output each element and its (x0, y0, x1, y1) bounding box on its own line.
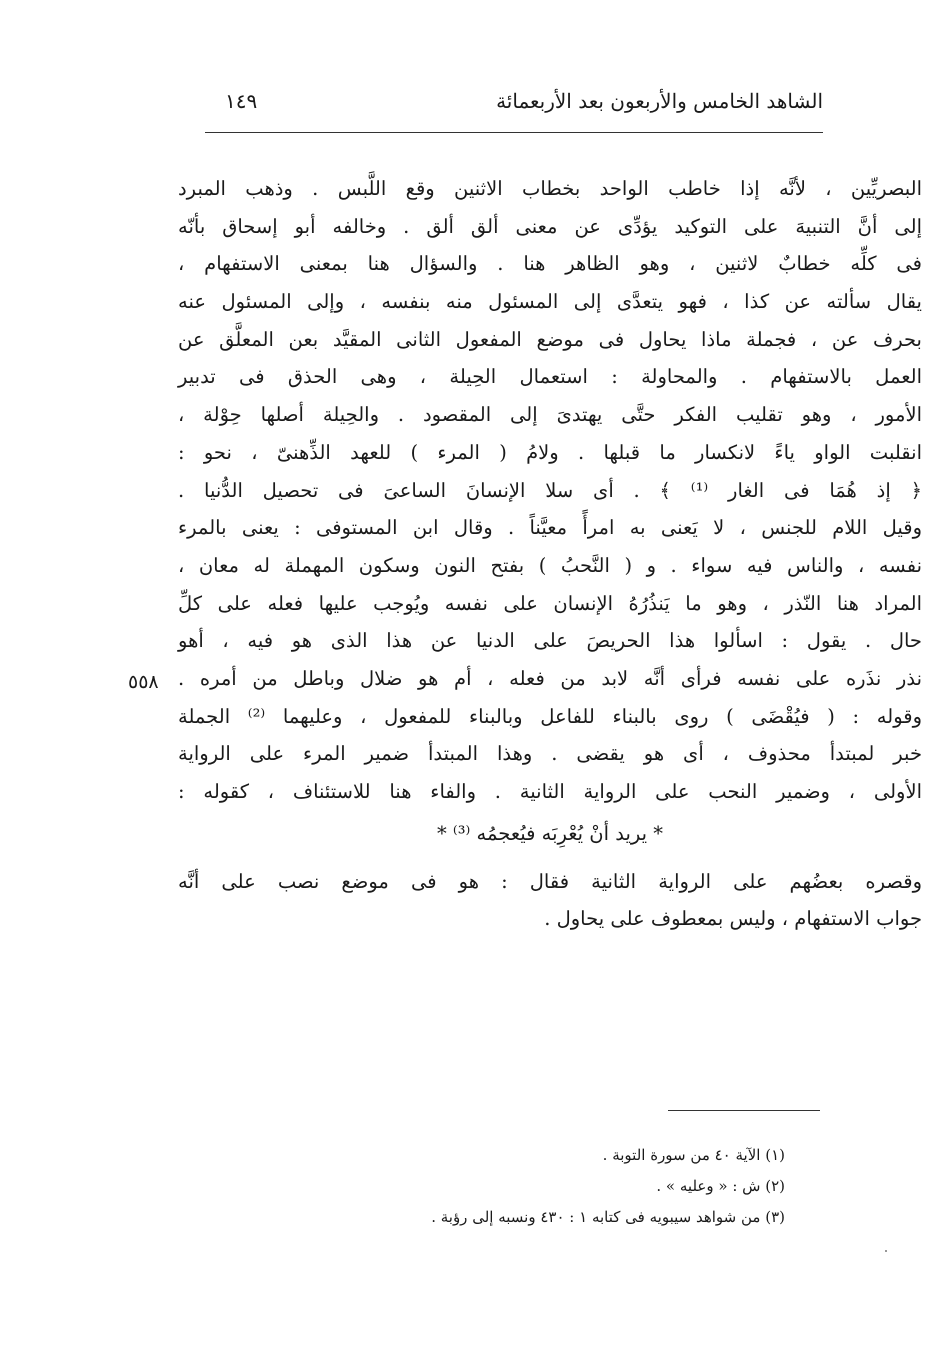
text-line: ﴿ إذ هُمَا فى الغار ⁽¹⁾ ﴾ . أى سلا الإنسانَ الساعىَ فى تحصيل الدُّنيا . (178, 478, 922, 502)
text-line: نفسه ، والناس فيه سواء . و ( النَّحبُ ) بفتح النون وسكون المهملة له معان ، (178, 553, 922, 577)
margin-number: ٥٥٨ (128, 671, 159, 693)
verse-line: * يريد أنْ يُعْرِبَه فيُعجمُه ⁽³⁾ * (436, 821, 664, 845)
text-line: إلى أنَّ التنبيهَ على التوكيد يؤدِّى عن معنى ألق ألق . وخالفه أبو إسحاق بأنّه (178, 214, 922, 238)
footnote-2: (٢) ش : « وعليه » . (656, 1177, 785, 1195)
running-title: الشاهد الخامس والأربعون بعد الأربعمائة (496, 89, 823, 113)
footnote-3: (٣) من شواهد سيبويه فى كتابه ١ : ٤٣٠ ونسبه إلى رؤبة . (431, 1208, 785, 1226)
footnotes (330, 1140, 785, 1233)
page-number: ١٤٩ (225, 89, 258, 113)
text-line: نذر نذَره على نفسه فرأى أنَّه لابد من فعله ، أم هو ضلال وباطل من أمره . (178, 666, 922, 690)
text-line: الأولى ، وضمير النحب على الرواية الثانية . والفاء هنا للاستئناف ، كقوله : (178, 780, 922, 803)
text-line: البصريِّين ، لأنَّه إذا خاطب الواحد بخطاب الاثنين وقع اللَّبس . وذهب المبرد (178, 177, 922, 200)
text-line: يقال سألته عن كذا ، فهو يتعدَّى إلى المسئول منه بنفسه ، وإلى المسئول عنه (178, 290, 922, 314)
footnote-rule (668, 1110, 820, 1111)
text-line-last: جواب الاستفهام ، وليس بمعطوف على يحاول . (544, 907, 922, 931)
text-line: العمل بالاستفهام . والمحاولة : استعمال الحِيلة ، وهى الحذق فى تدبير (178, 365, 922, 389)
text-line: فى كلِّه خطابٌ لاثنين ، وهو الظاهر هنا . والسؤال هنا بمعنى الاستفهام ، (178, 252, 922, 276)
text-line: بحرف عن ، فجملة ماذا يحاول فى موضع المفعول الثانى المقيَّد بعن المعلَّق عن (178, 327, 922, 351)
main-text (178, 170, 922, 938)
text-line: وقيل اللام للجنس ، لا يَعنى به امرأً معيَّناً . وقال ابن المستوفى : يعنى بالمرء (178, 516, 922, 540)
text-line: حال . يقول : اسألوا هذا الحريصَ على الدنيا عن هذا الذى هو فيه ، أهو (178, 629, 922, 653)
text-line: انقلبت الواو ياءً لانكسار ما قبلها . ولامُ ( المرء ) للعهد الذِّهنىّ ، نحو : (178, 440, 922, 464)
text-line: الأمور ، وهو تقليب الفكر حتَّى يهتدىَ إلى المقصود . والحِيلة أصلها حِوْلة ، (178, 403, 922, 427)
text-line: وقصره بعضُهم على الرواية الثانية فقال : هو فى موضع نصب على أنَّه (178, 869, 922, 893)
running-head (205, 84, 823, 120)
text-line: المراد هنا النّذر ، وهو ما يَنذُرُهُ الإنسان على نفسه ويُوجب عليها فعله على كلِّ (178, 591, 922, 615)
footnote-1: (١) الآية ٤٠ من سورة التوبة . (602, 1146, 785, 1164)
text-line: خبر لمبتدأ محذوف ، أى هو يقضى . وهذا المبتدأ ضمير المرء على الرواية (178, 742, 922, 766)
text-line: وقوله : ( فيُقْضَى ) روى بالبناء للفاعل وبالبناء للمفعول ، وعليهما ⁽²⁾ الجملة (178, 704, 922, 728)
header-rule (205, 132, 823, 133)
scan-speck (885, 1250, 887, 1252)
